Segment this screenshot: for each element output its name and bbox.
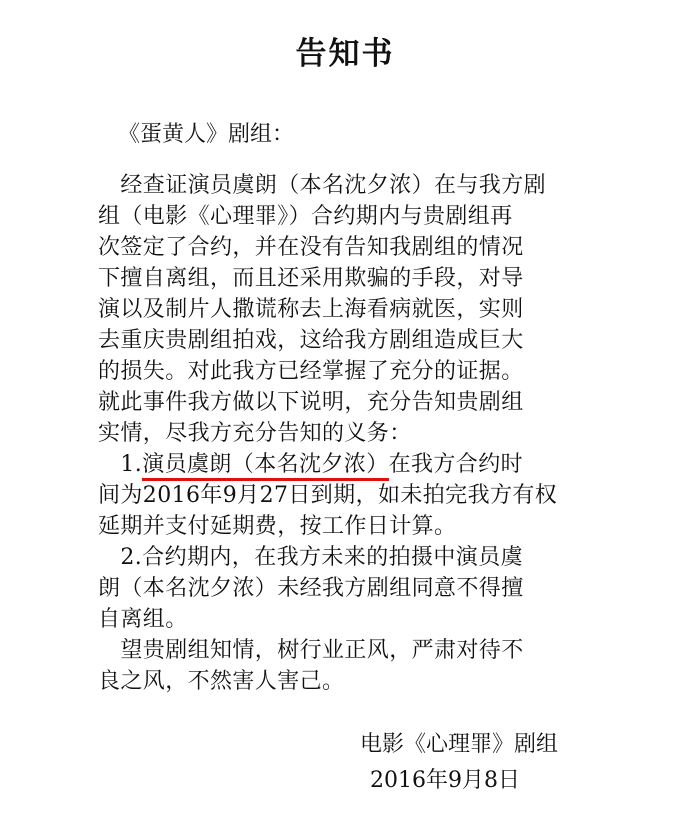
text-line: 良之风，不然害人害己。 [98, 669, 345, 694]
text-line: 就此事件我方做以下说明，充分告知贵剧组 [98, 390, 524, 415]
text-line: 下擅自离组，而且还采用欺骗的手段，对导 [98, 266, 524, 291]
signature: 电影《心理罪》剧组 [360, 732, 559, 757]
text-line: 经查证演员虞朗（本名沈夕浓）在与我方剧 [98, 173, 547, 198]
text-line: 间为2016年9月27日到期，如未拍完我方有权 [98, 483, 558, 508]
salutation: 《蛋黄人》剧组： [118, 122, 295, 147]
text-line: 2.合约期内，在我方未来的拍摄中演员虞 [98, 545, 523, 570]
text-line: 朗（本名沈夕浓）未经我方剧组同意不得擅 [98, 576, 524, 601]
text-line: 望贵剧组知情，树行业正风，严肃对待不 [98, 638, 524, 663]
text-line: 次签定了合约，并在没有告知我剧组的情况 [98, 235, 524, 260]
document-body [98, 170, 638, 697]
text-line: 演以及制片人撒谎称去上海看病就医，实则 [98, 297, 524, 322]
text-line: 延期并支付延期费，按工作日计算。 [98, 514, 457, 539]
document-title: 告知书 [295, 36, 395, 72]
underlined-actor-name: 演员虞朗（本名沈夕浓） [142, 452, 388, 481]
text-line: 实情，尽我方充分告知的义务： [98, 421, 412, 446]
text-line: 组（电影《心理罪》）合约期内与贵剧组再 [98, 204, 513, 229]
text-line: 自离组。 [98, 607, 188, 632]
item-1-prefix: 1. [98, 452, 143, 477]
closing-paragraph [98, 635, 638, 697]
paragraph-1 [98, 170, 638, 449]
text-line: 去重庆贵剧组拍戏，这给我方剧组造成巨大 [98, 328, 524, 353]
item-1-rest: 在我方合约时 [388, 452, 524, 477]
text-line: 的损失。对此我方已经掌握了充分的证据。 [98, 359, 524, 384]
item-2 [98, 542, 638, 635]
text-line [98, 449, 638, 480]
item-1 [98, 449, 638, 542]
signature-date: 2016年9月8日 [370, 768, 520, 793]
